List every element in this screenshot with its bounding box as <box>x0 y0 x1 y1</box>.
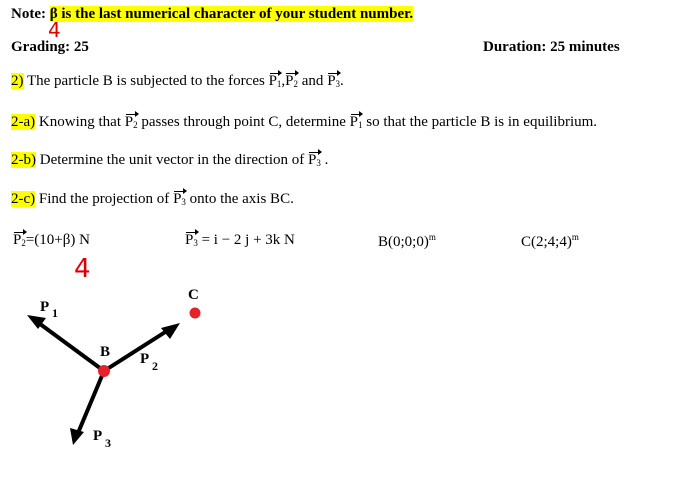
note-prefix: Note: <box>11 6 46 22</box>
label-p2-sub: 2 <box>152 359 158 373</box>
p1-arrow-shaft <box>36 321 104 371</box>
label-p3: P <box>93 428 103 444</box>
vector-p2: $P_2$ <box>285 73 299 89</box>
label-b: B <box>100 344 111 360</box>
force-diagram <box>0 255 260 478</box>
part-a-text-mid: passes through point C, determine <box>141 114 346 130</box>
given-point-b: B(0;0;0)$^m$ <box>378 232 436 250</box>
part-a-label: 2-a) <box>11 114 36 130</box>
and-word: and <box>301 73 324 89</box>
label-p1-sub: 1 <box>52 306 58 320</box>
part-a-text-post: so that the particle B is in equilibrium. <box>366 114 598 130</box>
vector-p1: $P_1$ <box>268 73 282 89</box>
handwritten-beta-formula: 4 <box>74 254 91 284</box>
label-p1: P <box>40 299 50 315</box>
p2-arrow-shaft <box>104 329 170 371</box>
point-b-dot <box>98 365 110 377</box>
vector-p3: $P_3$ <box>308 152 321 168</box>
part-b-text-post: . <box>324 152 329 168</box>
part-a <box>11 114 597 131</box>
given-p3-vector: $P_3 = i - 2$ j + 3k N <box>185 232 295 248</box>
grading-label: Grading: 25 <box>11 39 89 55</box>
part-b-text-pre: Determine the unit vector in the direction of <box>39 152 305 168</box>
p3-arrow-head <box>70 428 84 445</box>
p3-arrow-shaft <box>78 371 104 433</box>
part-c-label: 2-c) <box>11 191 36 207</box>
p2-arrow-head <box>161 323 180 339</box>
part-b-label: 2-b) <box>11 152 36 168</box>
given-p2-magnitude: $P_2=(10+\beta)$ N <box>13 232 90 248</box>
vector-p1: $P_1$ <box>349 114 363 130</box>
part-b <box>11 152 328 169</box>
duration-label: Duration: 25 minutes <box>483 39 620 55</box>
part-c <box>11 191 294 208</box>
point-c-dot <box>190 308 201 319</box>
vector-p2: $P_2$ <box>124 114 138 130</box>
part-a-text-pre: Knowing that <box>38 114 121 130</box>
part-c-text-pre: Find the projection of <box>38 191 170 207</box>
label-c: C <box>188 287 199 303</box>
vector-p3: $P_3$ <box>327 73 341 89</box>
part-c-text-post: onto the axis BC. <box>189 191 294 207</box>
question-intro-text: The particle B is subjected to the forces <box>26 73 265 89</box>
question-intro: 2) The particle B is subjected to the forces $P_1,P_2$ and $P_3$. <box>11 73 344 89</box>
question-number: 2) <box>11 73 24 89</box>
handwritten-beta-top: 4 <box>48 18 61 42</box>
note-text: β is the last numerical character of your student number. <box>49 6 414 22</box>
note-line <box>11 6 413 23</box>
vector-p3: $P_3$ <box>173 191 186 207</box>
given-point-c: C(2;4;4)$^m$ <box>521 232 579 250</box>
label-p3-sub: 3 <box>105 436 111 450</box>
label-p2: P <box>140 351 150 367</box>
